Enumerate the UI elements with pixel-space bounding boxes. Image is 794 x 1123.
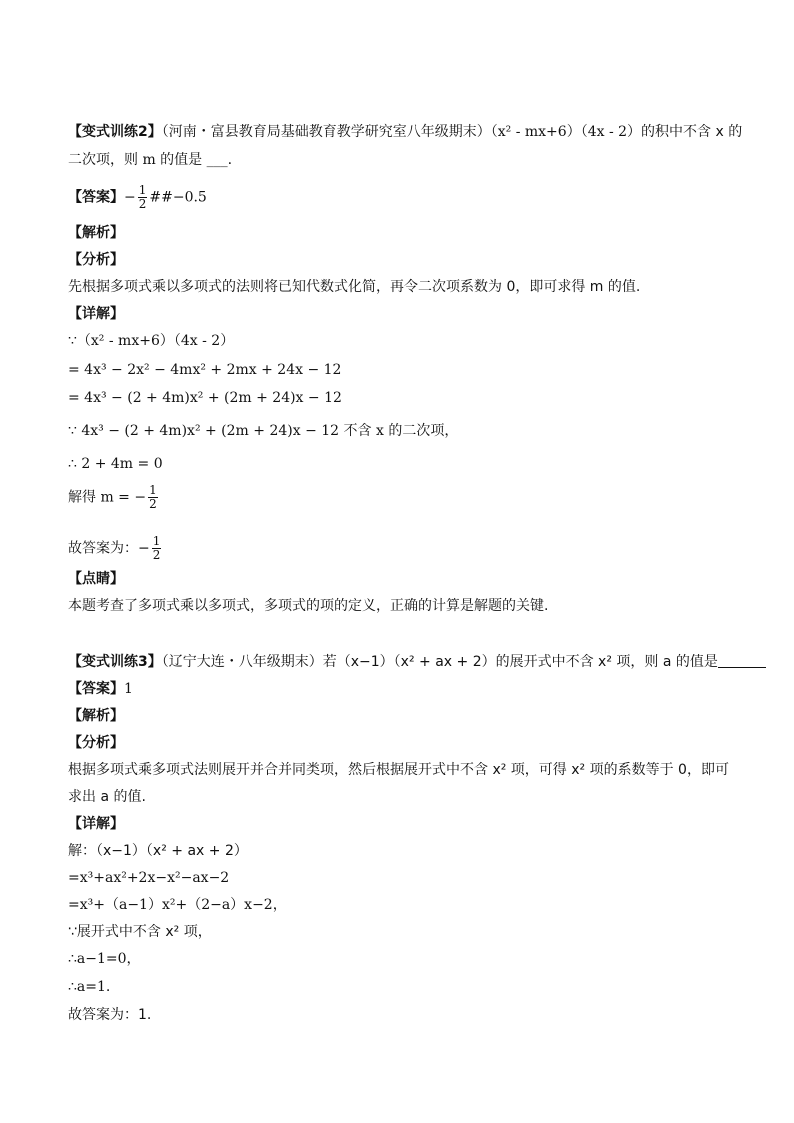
ex3-step-6: ∴a=1. <box>68 979 111 995</box>
ex3-fenxi-line2: 求出 a 的值. <box>68 789 146 805</box>
ex2-step-4: ∵ 4x³ − (2 + 4m)x² + (2m + 24)x − 12 不含 x 的二次项， <box>68 423 459 439</box>
ex2-step-5: ∴ 2 + 4m = 0 <box>68 456 163 472</box>
ex2-step-7-numerator: 1 <box>152 534 161 548</box>
ex2-step-6-numerator: 1 <box>149 483 157 497</box>
ex2-step-7-denominator: 2 <box>152 548 161 562</box>
ex2-detail-label: 【详解】 <box>68 306 124 322</box>
ex2-step-7-prefix: 故答案为：− <box>68 540 150 557</box>
ex3-label-close: 】 <box>147 654 162 670</box>
ex3-question-line <box>68 652 724 672</box>
ex3-question-text: 若（x−1）（x² + ax + 2）的展开式中不含 x² 项，则 a 的值是 <box>322 654 718 670</box>
ex2-step-6-denominator: 2 <box>149 497 157 511</box>
ex2-step-2: = 4x³ − 2x² − 4mx² + 2mx + 24x − 12 <box>68 362 342 378</box>
ex2-answer-line <box>68 184 724 211</box>
ex3-step-2: =x³+ax²+2x−x²−ax−2 <box>68 870 230 886</box>
ex2-label-close: 】 <box>147 124 162 140</box>
ex3-step-5: ∴a−1=0， <box>68 951 141 967</box>
ex3-source: （辽宁大连・八年级期末） <box>161 654 323 670</box>
ex2-step-7-fraction <box>152 535 162 562</box>
ex2-answer-tail: ##−0.5 <box>149 189 207 206</box>
ex2-answer-fraction <box>138 184 148 211</box>
ex2-step-6-prefix: 解得 m = − <box>68 489 147 506</box>
ex2-question-line2: 二次项，则 m 的值是 ___. <box>68 152 233 168</box>
ex3-step-7: 故答案为：1. <box>68 1007 152 1023</box>
ex3-answer-line <box>68 679 724 699</box>
ex2-question-line1 <box>68 122 743 142</box>
ex3-number: 3 <box>138 654 148 670</box>
ex3-step-1: 解：（x−1）（x² + ax + 2） <box>68 843 248 859</box>
ex2-analysis-label: 【解析】 <box>68 225 124 241</box>
ex2-step-1: ∵（x² - mx+6）（4x - 2） <box>68 333 235 349</box>
ex3-step-3: =x³+（a−1）x²+（2−a）x−2， <box>68 897 287 913</box>
ex2-step-6-fraction <box>148 484 158 511</box>
ex3-answer-value: 1 <box>124 681 133 697</box>
ex3-answer-blank <box>718 653 766 668</box>
ex3-fenxi-line1: 根据多项式乘多项式法则展开并合并同类项，然后根据展开式中不含 x² 项，可得 x² 项的系数等于 0，即可 <box>68 762 729 778</box>
ex2-dianjing-label: 【点睛】 <box>68 571 124 587</box>
ex2-answer-label: 【答案】 <box>68 189 124 206</box>
ex3-answer-label: 【答案】 <box>68 681 124 697</box>
ex2-label: 【变式训练 <box>68 124 138 140</box>
ex3-label: 【变式训练 <box>68 654 138 670</box>
ex2-step-3: = 4x³ − (2 + 4m)x² + (2m + 24)x − 12 <box>68 390 342 406</box>
ex2-dianjing-text: 本题考查了多项式乘以多项式，多项式的项的定义，正确的计算是解题的关键. <box>68 598 549 614</box>
ex2-expression: （x² - mx+6）（4x - 2） <box>490 124 642 140</box>
ex2-fenxi-label: 【分析】 <box>68 252 124 268</box>
ex2-step-7 <box>68 535 724 562</box>
ex3-analysis-label: 【解析】 <box>68 708 124 724</box>
ex2-fenxi-text: 先根据多项式乘以多项式的法则将已知代数式化简，再令二次项系数为 0，即可求得 m 的值. <box>68 279 641 295</box>
ex2-step-6 <box>68 484 724 511</box>
ex3-fenxi-label: 【分析】 <box>68 735 124 751</box>
ex2-answer-sign: − <box>124 189 136 206</box>
ex2-question-rest: 的积中不含 x 的 <box>641 124 743 140</box>
ex2-number: 2 <box>138 124 148 140</box>
ex2-answer-denominator: 2 <box>138 197 147 211</box>
ex2-source: （河南・富县教育局基础教育教学研究室八年级期末） <box>161 124 491 140</box>
ex2-answer-numerator: 1 <box>138 183 147 197</box>
ex3-detail-label: 【详解】 <box>68 816 124 832</box>
ex3-step-4: ∵展开式中不含 x² 项， <box>68 924 212 940</box>
